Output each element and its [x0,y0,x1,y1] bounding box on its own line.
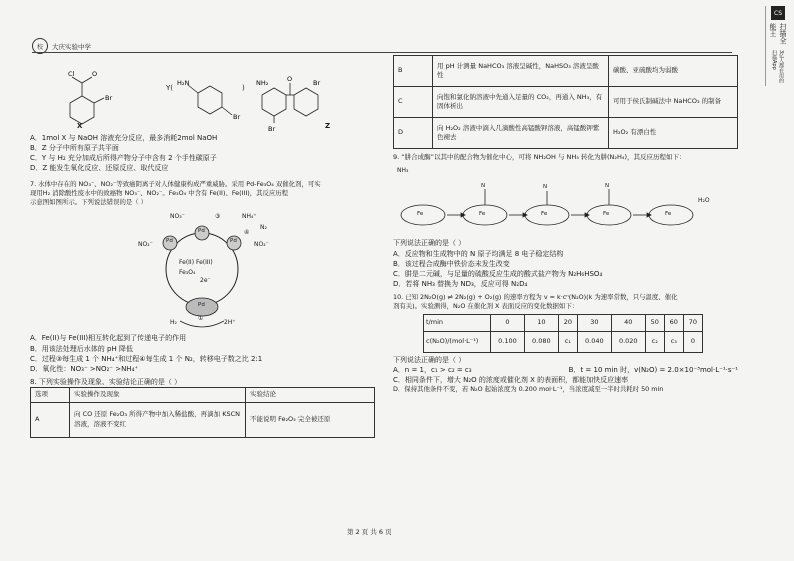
q10-th-0: 0 [491,314,525,331]
scanner-watermark [765,6,788,86]
electron-label: 2e⁻ [200,277,211,285]
q7-option-c: C．过程③每生成 1 个 NH₄⁺和过程④每生成 1 个 N₂，转移电子数之比 2:1 [30,354,263,363]
q10-question: 下列说法正确的是（ ） [393,355,466,364]
structure-y-prefix: Y( [166,84,174,92]
q10-val-40: 0.020 [611,331,645,352]
q10-val-60: c₃ [664,331,683,352]
h2-label: H₂ [170,319,177,327]
no2-left-label: NO₂⁻ [138,241,153,249]
svg-text:Br: Br [105,94,113,102]
q10-option-a: A．n = 1，c₁ > c₂ = c₃ [393,365,472,374]
q10-stem-line1: 10. 已知 2N₂O(g) ⇌ 2N₂(g) + O₂(g) 的速率方程为 v = k·cⁿ(N₂O)(k 为速率常数，只与温度、催化 [393,293,678,302]
camscanner-logo-icon: CS [771,6,785,20]
q6-option-a: A．1mol X 与 NaOH 溶液充分反应，最多消耗2mol NaOH [30,134,218,142]
q8-header-operation: 实验操作及现象 [70,388,246,402]
q9-stem: 9. “肼合成酶”以其中的配合物为催化中心，可将 NH₂OH 与 NH₃ 转化为肼(N₂H₄)，其反应历程如下： [393,153,686,161]
page-footer: 第 2 页 共 6 页 [347,528,392,536]
pd-node-bottom: Pd [198,302,205,309]
structure-y-suffix: ) [242,84,245,92]
q8-row-b [394,56,738,87]
q10-option-d: D．保持其他条件不变，若 N₂O 起始浓度为 0.200 mol·L⁻¹，当浓度减至一半时共耗时 50 min [393,385,664,394]
q8-row-a-conclusion: 不能说明 Fe₂O₃ 完全被还原 [246,402,375,437]
q8-row-b-operation: 用 pH 计测量 NaHCO₃ 溶液呈碱性，NaHSO₃ 溶液呈酸性 [433,56,609,87]
pd-node-right: Pd [230,238,237,245]
svg-text:Br: Br [268,125,276,133]
svg-text:H₂N: H₂N [177,79,190,87]
header-divider [32,52,732,53]
q8-table-part1 [30,387,375,437]
pd-node-top: Pd [198,228,205,235]
q9-question: 下列说法正确的是（ ） [393,239,466,248]
q9-h2o-label: H₂O [698,197,710,205]
left-column [30,55,375,438]
structure-x-label: X [77,122,83,130]
q10-data-table [423,314,703,353]
scanner-slogan: 3亿人都在用的扫描App [771,49,784,84]
q9-n-label-3: N [605,183,610,190]
q6-option-d: D．Z 能发生氧化反应、还原反应、取代反应 [30,164,169,173]
q7-option-d: D．氧化性：NO₃⁻ >NO₂⁻ >NH₄⁺ [30,364,139,373]
school-logo-icon: 校 [32,38,48,54]
q6-option-c: C．Y 与 H₂ 充分加成后所得产物分子中含有 2 个手性碳原子 [30,154,217,163]
q9-fe-3: Fe [541,211,548,218]
q9-n-label-1: N [481,183,486,190]
q8-row-a-operation: 向 CO 还原 Fe₂O₃ 所得产物中加入稀盐酸，再滴加 KSCN 溶液，溶液不变红 [70,402,246,437]
scanner-app-name: 扫描全能王 [769,23,787,44]
q10-table-header-row [424,314,703,331]
q8-row-d-conclusion: H₂O₂ 有漂白性 [609,118,738,149]
q7-option-b: B．用该法处理后水体的 pH 降低 [30,344,133,353]
q9-fe-5: Fe [665,211,672,218]
right-column [393,55,738,394]
svg-text:Cl: Cl [68,70,75,78]
q8-row-a-option: A [31,402,70,437]
q8-row-d-operation: 向 H₂O₂ 溶液中滴入几滴酸性高锰酸钾溶液，高锰酸钾紫色褪去 [433,118,609,149]
q10-val-0: 0.100 [491,331,525,352]
n2-label: N₂ [260,224,267,232]
structure-z-label: Z [325,122,331,130]
q10-row-label: c(N₂O)/(mol·L⁻¹) [424,331,491,352]
q7-stem-line1: 7. 水体中存在的 NO₃⁻、NO₂⁻等致癌阴离子对人体健康构成严重威胁。采用 Pd-Fe₃O₄ 双催化剂，可实 [30,179,321,188]
nh4-label: NH₄⁺ [242,213,257,221]
svg-text:O: O [287,75,293,83]
q10-val-10: 0.080 [524,331,558,352]
q9-fe-4: Fe [603,211,610,218]
q9-fe-1: Fe [417,211,424,218]
q8-row-c-operation: 向饱和氯化钠溶液中先通入足量的 CO₂，再通入 NH₃，有固体析出 [433,87,609,118]
q10-table-value-row [424,331,703,352]
q8-row-c-conclusion: 可用于侯氏制碱法中 NaHCO₃ 的制备 [609,87,738,118]
q10-options-ab [393,365,738,375]
q10-val-20: c₁ [558,331,577,352]
svg-text:Br: Br [313,79,321,87]
pd-node-left: Pd [166,238,173,245]
q10-th-30: 30 [577,314,611,331]
q9-option-a: A．反应物和生成物中的 N 原子均满足 8 电子稳定结构 [393,249,564,258]
q8-table-part2 [393,55,738,149]
svg-text:Br: Br [233,113,241,121]
q10-option-c: C．相同条件下，增大 N₂O 的浓度或催化剂 X 的表面积，都能加快反应速率 [393,375,629,384]
q8-row-c-option: C [394,87,433,118]
q10-val-70: 0 [683,331,702,352]
h-plus-label: 2H⁺ [224,319,236,327]
step-3-label: ③ [215,213,221,221]
school-name: 大庆实验中学 [52,42,91,51]
step-4-label: ④ [244,229,250,237]
step-1-label: ① [198,315,204,323]
q7-stem-line3: 示意图如图所示。下列说法错误的是（ ） [30,198,148,207]
q8-header-option: 选项 [31,388,70,402]
q10-th-20: 20 [558,314,577,331]
q10-th-t: t/min [424,314,491,331]
q8-row-b-option: B [394,56,433,87]
q8-row-a [31,402,375,437]
q9-option-b: B．该过程合成酶中铁价态未发生改变 [393,259,510,268]
q8-header-conclusion: 实验结论 [246,388,375,402]
q10-val-30: 0.040 [577,331,611,352]
q10-th-40: 40 [611,314,645,331]
no3-top-label: NO₃⁻ [170,213,185,221]
q10-th-50: 50 [645,314,664,331]
q9-option-c: C．肼是二元碱，与足量的硫酸反应生成的酸式盐产物为 N₂H₆HSO₄ [393,269,603,278]
q9-pathway-drawing [393,165,738,235]
q6-structures [30,55,375,133]
q8-row-b-conclusion: 碳酸、亚硫酸均为弱酸 [609,56,738,87]
q9-mechanism-diagram [393,165,738,235]
fe-label: Fe(II) Fe(III) [179,259,213,267]
q7-mechanism-diagram [30,211,375,329]
q10-th-10: 10 [524,314,558,331]
q9-nh3-label: NH₃ [397,167,409,175]
q10-stem-line2: 剂有关)。实验测得，N₂O 在催化剂 X 表面反应的变化数据如下： [393,302,579,311]
q8-stem: 8. 下列实验操作及现象、实验结论正确的是（ ） [30,377,182,386]
q10-th-70: 70 [683,314,702,331]
q8-row-c [394,87,738,118]
q10-val-50: c₂ [645,331,664,352]
q7-stem-line2: 现用H₂ 消除酸性废水中的致癌物 NO₃⁻、NO₂⁻。Fe₃O₄ 中含有 Fe(II)、Fe(III)，其反应历程 [30,188,289,197]
q8-row-d-option: D [394,118,433,149]
q9-n-label-2: N [543,184,548,191]
svg-text:O: O [92,70,98,78]
fe3o4-label: Fe₃O₄ [179,269,196,277]
q10-option-b: B．t = 10 min 时，v(N₂O) = 2.0×10⁻³mol·L⁻¹·s⁻¹ [568,365,738,374]
svg-text:NH₂: NH₂ [256,79,269,87]
q8-row-d [394,118,738,149]
q10-th-60: 60 [664,314,683,331]
q9-option-d: D．若将 NH₃ 替换为 ND₃，反应可得 N₂D₄ [393,279,528,288]
q9-fe-2: Fe [479,211,486,218]
no2-right-label: NO₂⁻ [254,241,269,249]
q6-option-b: B．Z 分子中所有原子共平面 [30,144,119,153]
q7-option-a: A．Fe(II)与 Fe(III)相互转化起到了传递电子的作用 [30,334,187,343]
